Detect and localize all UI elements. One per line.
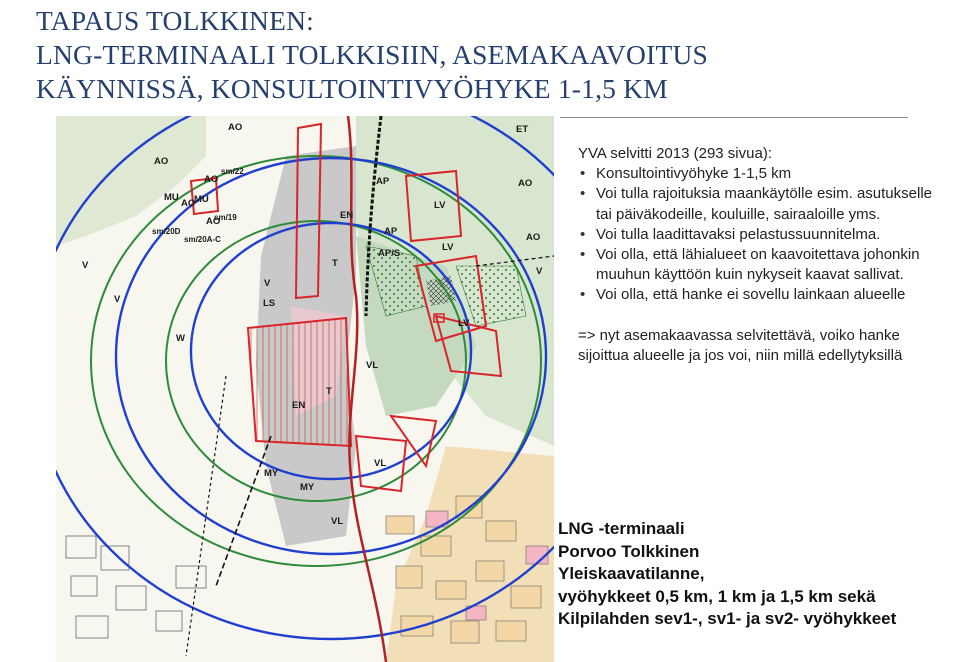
map-legend (558, 518, 930, 636)
title-divider (560, 117, 908, 118)
conclusion-text: => nyt asemakaavassa selvitettävä, voiko hanke sijoittua alueelle ja jos voi, niin millä edellytyksillä (578, 326, 903, 364)
bullet-item: • Konsultointivyöhyke 1-1,5 km (578, 164, 950, 184)
map-label: T (332, 258, 338, 269)
map-label: V (82, 260, 89, 271)
map-label: V (264, 278, 271, 289)
map-label: AO (181, 198, 196, 209)
map-label: MY (300, 482, 315, 493)
map-label: AO (518, 178, 533, 189)
map-label: AP (376, 176, 390, 187)
bullet-item: • Voi olla, että lähialueet on kaavoitettava johonkin muuhun käyttöön kuin nykyseit kaavat sallivat. (578, 245, 950, 285)
map-label: V (114, 294, 121, 305)
map-label: ET (516, 124, 529, 135)
map-label: sm/19 (214, 213, 237, 222)
slide-text (578, 144, 950, 366)
map-label: AO (526, 232, 541, 243)
map-label: AO (228, 122, 243, 133)
zoning-map (56, 116, 554, 662)
map-label: AP/S (378, 248, 401, 259)
bullet-item: • Voi tulla rajoituksia maankäytölle esim. asutukselle tai päiväkodeille, kouluille, sairaaloille yms. (578, 184, 950, 224)
map-label: VL (366, 360, 379, 371)
map-label: EN (340, 210, 354, 221)
map-label: LV (434, 200, 446, 211)
map-label: LV (442, 242, 454, 253)
map-label: AP (384, 226, 398, 237)
map-label: sm/22 (221, 167, 244, 176)
map-label: sm/20D (152, 227, 181, 236)
map-label: AO (204, 174, 219, 185)
title-line-2: LNG-TERMINAALI TOLKKISIIN, ASEMAKAAVOITUS (36, 39, 708, 70)
legend-line: Porvoo Tolkkinen (558, 541, 700, 561)
bullet-item: • Voi olla, että hanke ei sovellu lainkaan alueelle (578, 285, 950, 305)
intro-text: YVA selvitti 2013 (293 sivua): (578, 145, 772, 162)
title-line-1: TAPAUS TOLKKINEN: (36, 5, 315, 36)
legend-line: vyöhykkeet 0,5 km, 1 km ja 1,5 km sekä (558, 586, 876, 606)
map-label: sm/20A-C (184, 235, 221, 244)
zoning-map-image (56, 116, 554, 662)
map-label: VL (331, 516, 344, 527)
map-label: VL (374, 458, 387, 469)
map-label: LS (263, 298, 276, 309)
map-label: AO (154, 156, 169, 167)
map-label: EN (292, 400, 306, 411)
legend-line: LNG -terminaali (558, 519, 685, 538)
map-label: MY (264, 468, 279, 479)
legend-line: Yleiskaavatilanne, (558, 564, 705, 583)
bullet-list (578, 164, 950, 305)
map-label: V (536, 266, 543, 277)
map-label: T (326, 386, 332, 397)
map-label: LV (458, 318, 470, 329)
slide-title (36, 4, 936, 106)
map-label: MU (194, 194, 209, 205)
title-line-3: KÄYNNISSÄ, KONSULTOINTIVYÖHYKE 1-1,5 KM (36, 73, 668, 104)
map-label: AO (206, 216, 221, 227)
legend-line: Kilpilahden sev1-, sv1- ja sv2- vyöhykkeet (558, 609, 897, 628)
map-label: MU (164, 192, 179, 203)
map-label: W (176, 333, 185, 344)
bullet-item: • Voi tulla laadittavaksi pelastussuunnitelma. (578, 225, 950, 245)
